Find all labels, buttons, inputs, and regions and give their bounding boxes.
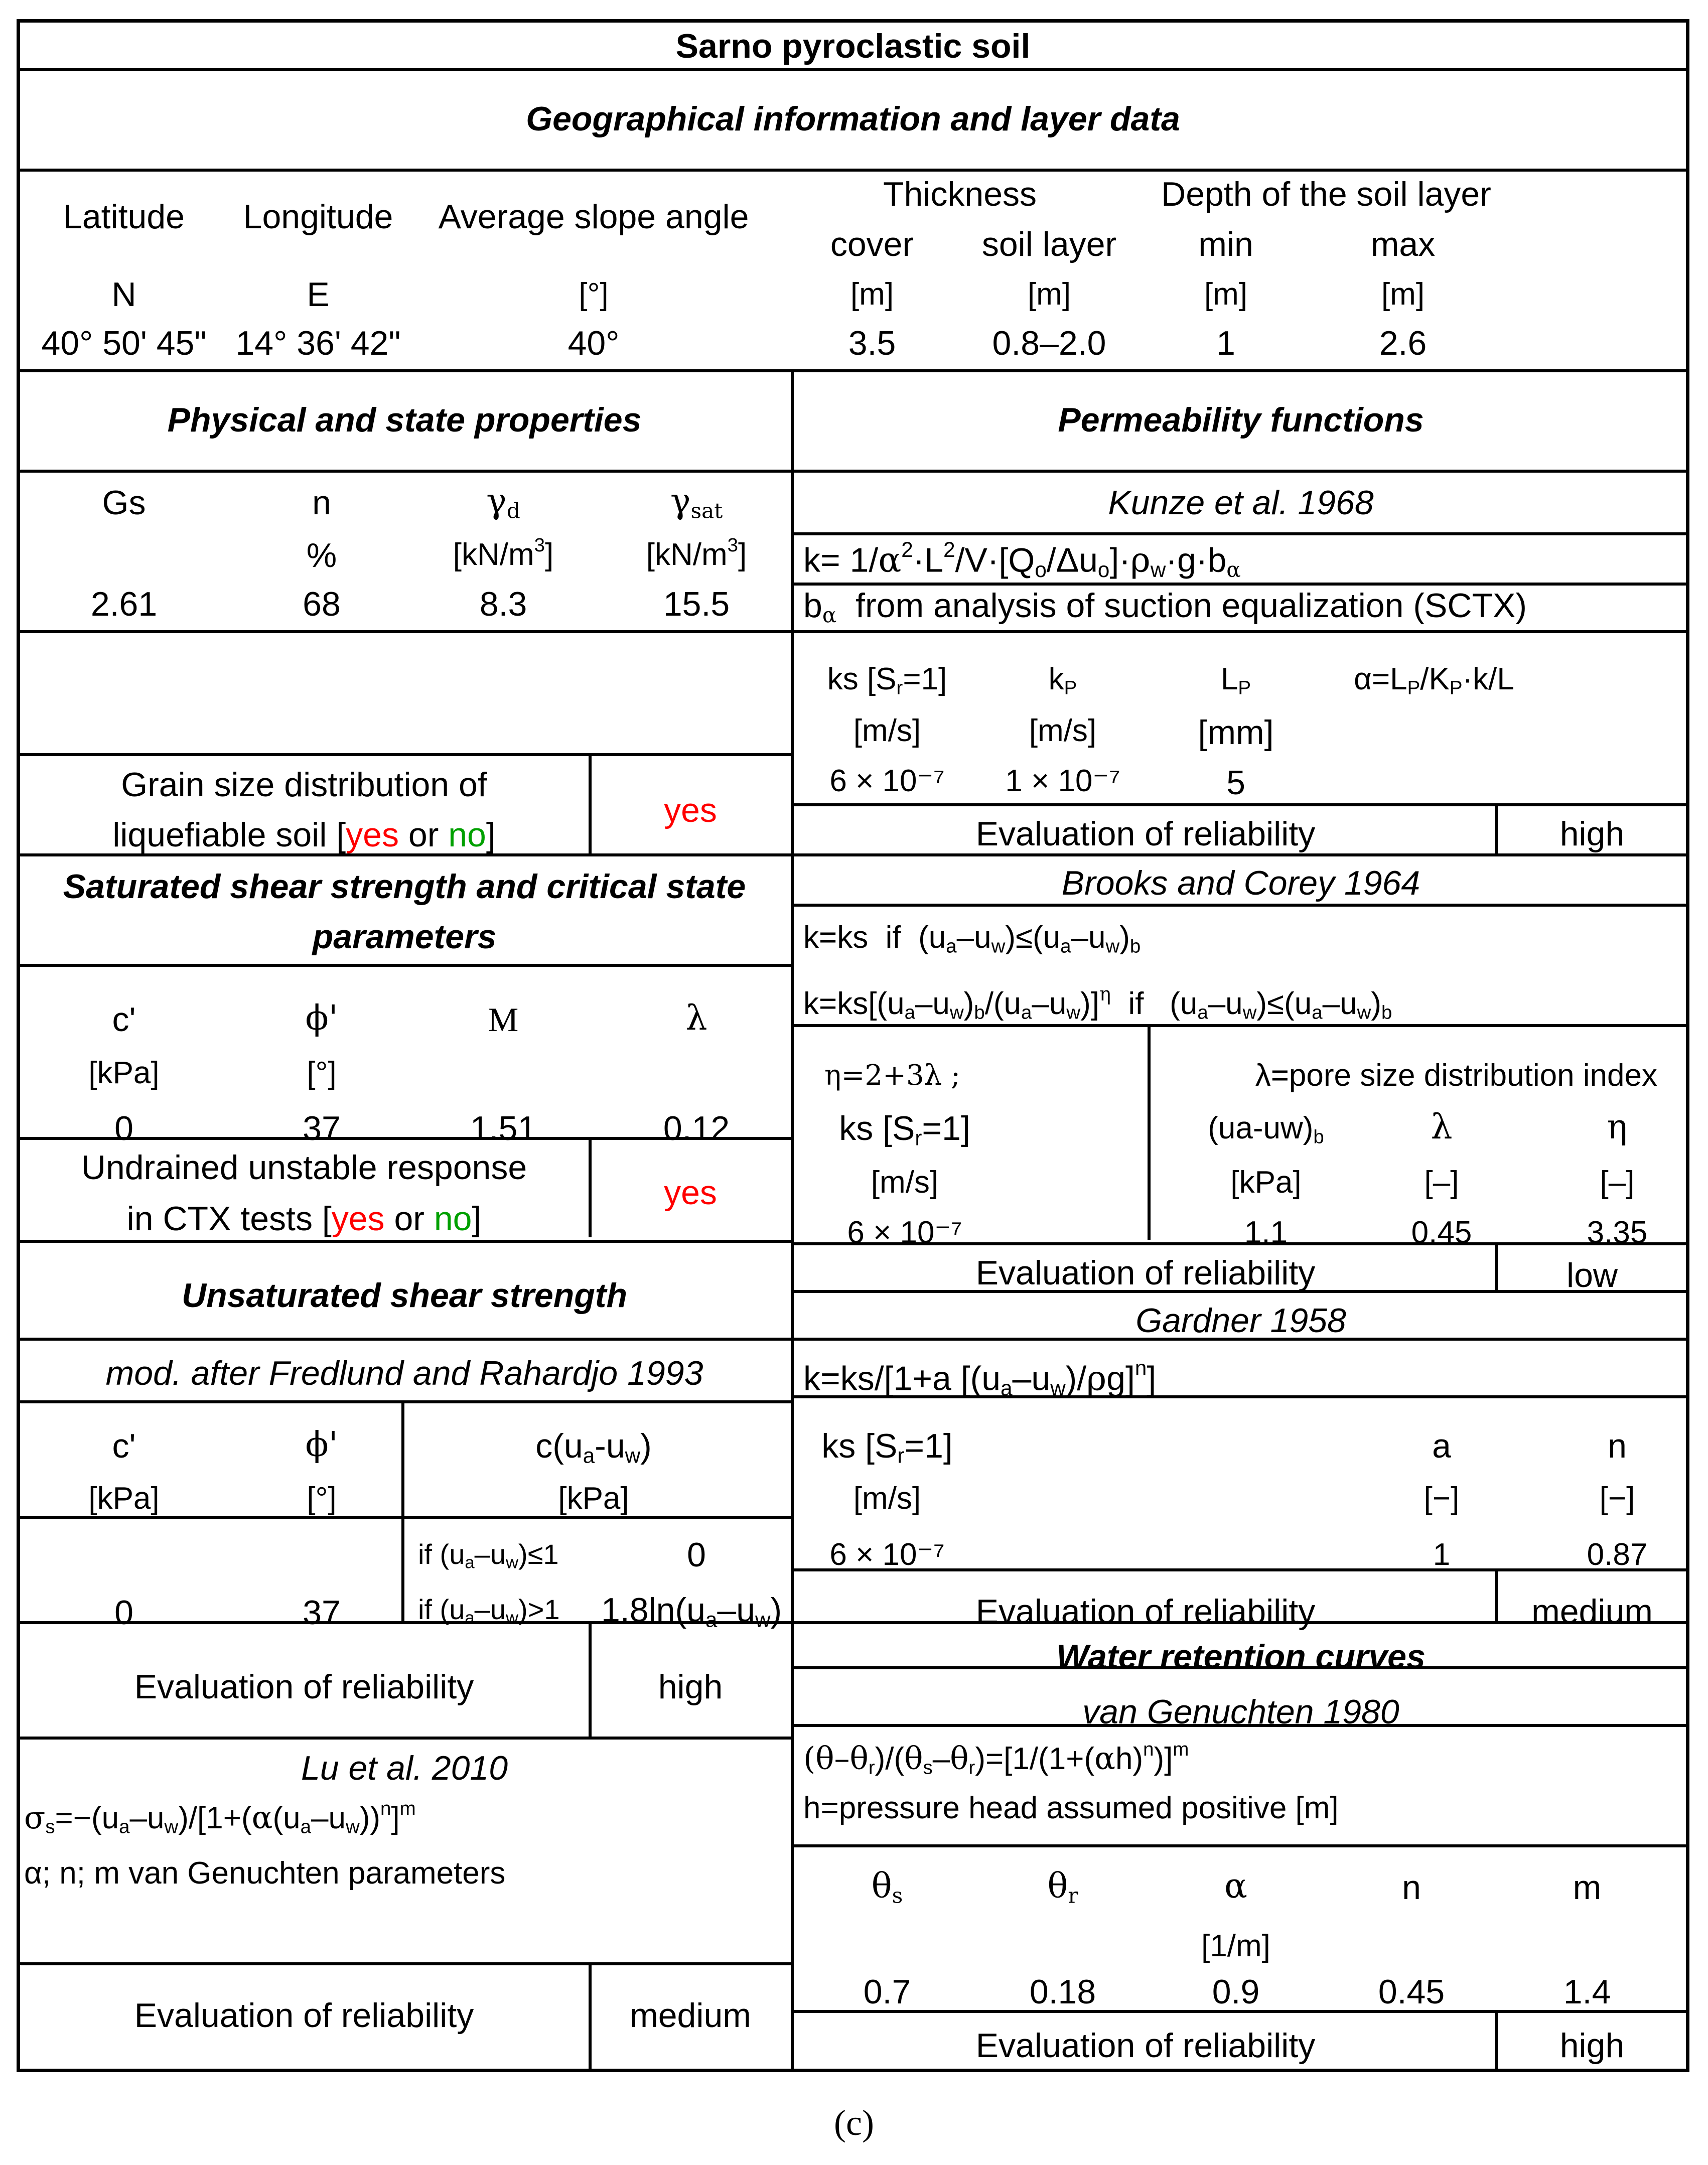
- geo-max-unit: [m]: [1381, 277, 1425, 312]
- brooks-ks-header: ks $[S_r=1]$: [839, 1109, 970, 1150]
- retention-m-header: m: [1573, 1868, 1602, 1907]
- unsaturated-phi-header: ϕ': [305, 1425, 338, 1465]
- kunze-kp-value: 1 × 10⁻⁷: [1005, 764, 1120, 798]
- rule: [792, 904, 1689, 907]
- geo-longitude-header: Longitude: [243, 198, 393, 236]
- retention-eval-value: high: [1559, 2027, 1625, 2065]
- unsaturated-heading: Unsaturated shear strength: [182, 1276, 627, 1315]
- lu-eval-label: Evaluation of reliability: [134, 1996, 474, 2035]
- retention-formula: $(\theta-\theta_r)/(\theta_s-\theta_r)=[1/(1+(\alpha h)^n)]^m$: [803, 1739, 1189, 1779]
- kunze-ks-value: 6 × 10⁻⁷: [829, 764, 945, 798]
- brooks-lambda-definition: λ=pore size distribution index: [1255, 1058, 1657, 1093]
- gardner-ks-header: ks $[S_r=1]$: [821, 1427, 953, 1468]
- saturated-phi-unit: [°]: [307, 1056, 337, 1090]
- geo-longitude-unit: E: [307, 275, 330, 314]
- kunze-ks-header: ks $[S_r=1]$: [827, 662, 947, 699]
- gardner-formula: k=ks/[1+a $[(u_a-u_w)/\rho g]^n$]: [803, 1356, 1157, 1400]
- grain-size-label-1: Grain size distribution of: [121, 766, 487, 804]
- rule: [17, 1737, 792, 1740]
- physical-gd-unit: $[kN/m^3]$: [453, 534, 554, 572]
- rule: [589, 1962, 592, 2072]
- unsaturated-condition-2-value: $1.8\ln(u_a-u_w)$: [601, 1591, 782, 1632]
- geo-soil-layer-header: soil layer: [981, 225, 1117, 263]
- permeability-heading: Permeability functions: [1058, 401, 1424, 439]
- retention-m-value: 1.4: [1563, 1973, 1611, 2011]
- physical-gd-header: $\gamma_d$: [486, 482, 520, 523]
- retention-alpha-unit: [1/m]: [1201, 1929, 1270, 1963]
- rule: [17, 630, 1689, 633]
- retention-model: van Genuchten 1980: [1082, 1693, 1399, 1731]
- geo-latitude-header: Latitude: [63, 198, 185, 236]
- retention-theta-r-header: $\theta_r$: [1047, 1866, 1078, 1908]
- brooks-eta-value: 3.35: [1587, 1215, 1648, 1250]
- geo-latitude-unit: N: [111, 275, 136, 314]
- lu-formula: $\sigma_s=-(u_a-u_w)/[1+(\alpha(u_a-u_w))^n]^m$: [24, 1798, 416, 1838]
- kunze-lp-header: $L_P$: [1220, 662, 1251, 699]
- lu-heading: Lu et al. 2010: [301, 1749, 508, 1787]
- lu-eval-value: medium: [630, 1996, 751, 2035]
- retention-alpha-header: α: [1224, 1866, 1247, 1906]
- geo-slope-value: 40°: [567, 324, 620, 362]
- brooks-ks-unit: [m/s]: [871, 1165, 939, 1200]
- unsaturated-eval-label: Evaluation of reliability: [134, 1668, 474, 1706]
- brooks-eval-label: Evaluation of reliability: [975, 1254, 1316, 1292]
- lu-params: α; n; m van Genuchten parameters: [24, 1856, 506, 1891]
- rule: [17, 964, 792, 967]
- rule: [1495, 803, 1498, 853]
- saturated-heading-1: Saturated shear strength and critical state: [63, 868, 746, 906]
- gardner-title: Gardner 1958: [1135, 1302, 1346, 1340]
- retention-heading: Water retention curves: [1056, 1638, 1426, 1676]
- gardner-ks-unit: [m/s]: [853, 1481, 921, 1516]
- kunze-title: Kunze et al. 1968: [1108, 484, 1374, 522]
- geo-min-header: min: [1198, 225, 1253, 263]
- rule: [792, 1844, 1689, 1847]
- retention-theta-r-value: 0.18: [1029, 1973, 1096, 2011]
- kunze-lp-value: 5: [1226, 764, 1245, 802]
- unsaturated-eval-value: high: [658, 1668, 723, 1706]
- physical-gs-value: 2.61: [90, 585, 158, 623]
- geo-heading: Geographical information and layer data: [526, 100, 1180, 138]
- geo-latitude-value: 40° 50' 45": [41, 324, 207, 362]
- saturated-c-header: c': [112, 1000, 136, 1039]
- geo-thickness-header: Thickness: [883, 175, 1037, 213]
- kunze-ks-unit: [m/s]: [853, 713, 921, 748]
- gardner-eval-label: Evaluation of reliability: [975, 1593, 1316, 1631]
- brooks-ks-value: 6 × 10⁻⁷: [847, 1215, 962, 1250]
- rule: [17, 68, 1689, 71]
- brooks-eta-definition: η=2+3λ ;: [824, 1059, 960, 1092]
- gardner-eval-value: medium: [1531, 1593, 1653, 1631]
- retention-n-header: n: [1402, 1868, 1421, 1907]
- retention-eval-label: Evaluation of reliability: [975, 2027, 1316, 2065]
- brooks-formula-1: k=ks if $(u_a-u_w)\le(u_a-u_w)_b$: [803, 920, 1141, 957]
- gardner-n-unit: [−]: [1599, 1481, 1635, 1516]
- rule: [17, 753, 792, 756]
- brooks-lambda-header: λ: [1431, 1107, 1453, 1147]
- retention-theta-s-header: $\theta_s$: [871, 1866, 903, 1908]
- rule: [17, 1516, 792, 1519]
- geo-min-unit: [m]: [1204, 277, 1248, 312]
- unsaturated-cua-unit: [kPa]: [558, 1481, 629, 1516]
- geo-min-value: 1: [1216, 324, 1235, 362]
- grain-size-label-2: liquefiable soil [yes or no]: [112, 816, 496, 854]
- retention-alpha-value: 0.9: [1212, 1973, 1260, 2011]
- geo-layer-value: 0.8–2.0: [992, 324, 1106, 362]
- brooks-eval-value: low: [1566, 1256, 1618, 1294]
- physical-gs-header: Gs: [102, 484, 146, 522]
- brooks-uab-header: $(ua-uw)_b$: [1208, 1111, 1324, 1148]
- saturated-c-unit: [kPa]: [88, 1056, 160, 1090]
- rule: [792, 1024, 1689, 1027]
- brooks-lambda-value: 0.45: [1411, 1215, 1472, 1250]
- rule: [1495, 1242, 1498, 1292]
- gardner-a-value: 1: [1433, 1537, 1451, 1572]
- brooks-lambda-unit: [–]: [1424, 1165, 1459, 1200]
- undrained-label-2: in CTX tests [yes or no]: [126, 1200, 482, 1238]
- unsaturated-cua-header: $c(u_a-u_w)$: [535, 1427, 652, 1468]
- kunze-kp-header: $k_P$: [1048, 662, 1077, 699]
- rule: [17, 1962, 792, 1965]
- rule: [17, 369, 1689, 372]
- unsaturated-c-value: 0: [114, 1594, 133, 1632]
- sheet-title: Sarno pyroclastic soil: [675, 27, 1031, 65]
- unsaturated-c-unit: [kPa]: [88, 1481, 160, 1516]
- rule: [17, 1240, 792, 1243]
- saturated-lambda-header: λ: [685, 998, 707, 1038]
- rule: [792, 583, 1689, 586]
- saturated-phi-value: 37: [303, 1109, 341, 1147]
- figure-caption: (c): [834, 2103, 874, 2143]
- geo-max-value: 2.6: [1379, 324, 1427, 362]
- saturated-m-value: 1.51: [470, 1109, 537, 1147]
- kunze-eval-label: Evaluation of reliability: [975, 815, 1316, 853]
- rule: [1495, 2010, 1498, 2072]
- unsaturated-phi-unit: [°]: [307, 1481, 337, 1516]
- unsaturated-model: mod. after Fredlund and Rahardjo 1993: [105, 1354, 703, 1392]
- rule: [17, 1338, 1689, 1341]
- geo-cover-unit: [m]: [850, 277, 894, 312]
- grain-size-value: yes: [664, 791, 717, 829]
- brooks-uab-value: 1.1: [1244, 1215, 1288, 1250]
- unsaturated-c-header: c': [112, 1427, 136, 1465]
- geo-cover-header: cover: [830, 225, 914, 263]
- kunze-eval-value: high: [1559, 815, 1625, 853]
- rule: [589, 1621, 592, 1739]
- undrained-value: yes: [664, 1174, 717, 1212]
- saturated-c-value: 0: [114, 1109, 133, 1147]
- physical-heading: Physical and state properties: [167, 401, 642, 439]
- rule: [589, 753, 592, 853]
- rule: [791, 369, 794, 2072]
- kunze-kp-unit: [m/s]: [1029, 713, 1097, 748]
- unsaturated-condition-2: if $(u_a-u_w)>1$: [418, 1594, 560, 1628]
- physical-gsat-header: $\gamma_{sat}$: [670, 482, 723, 523]
- gardner-a-header: a: [1432, 1427, 1451, 1465]
- geo-slope-header: Average slope angle: [438, 198, 749, 236]
- physical-gsat-value: 15.5: [663, 585, 730, 623]
- retention-h-definition: h=pressure head assumed positive [m]: [803, 1791, 1339, 1825]
- retention-theta-s-value: 0.7: [863, 1973, 911, 2011]
- soil-data-sheet: [17, 19, 1689, 2072]
- geo-max-header: max: [1370, 225, 1436, 263]
- brooks-eta-header: η: [1607, 1107, 1628, 1147]
- unsaturated-condition-1: if $(u_a-u_w)\le 1$: [418, 1538, 559, 1572]
- kunze-alpha-header: $\alpha=L_P/K_P\cdot k/L$: [1354, 662, 1514, 699]
- unsaturated-phi-value: 37: [303, 1594, 341, 1632]
- rule: [17, 1400, 792, 1403]
- gardner-n-value: 0.87: [1587, 1537, 1648, 1572]
- gardner-ks-value: 6 × 10⁻⁷: [829, 1537, 945, 1572]
- rule: [17, 1621, 1689, 1624]
- rule: [17, 169, 1689, 172]
- rule: [401, 1400, 404, 1621]
- rule: [589, 1137, 592, 1237]
- kunze-lp-unit: [mm]: [1198, 713, 1274, 752]
- geo-layer-unit: [m]: [1027, 277, 1071, 312]
- physical-n-value: 68: [303, 585, 341, 623]
- physical-n-unit: %: [306, 536, 337, 574]
- brooks-title: Brooks and Corey 1964: [1061, 864, 1420, 902]
- brooks-uab-unit: [kPa]: [1230, 1165, 1302, 1200]
- geo-cover-value: 3.5: [848, 324, 896, 362]
- rule: [792, 803, 1689, 806]
- physical-n-header: n: [312, 484, 331, 522]
- brooks-eta-unit: [–]: [1600, 1165, 1635, 1200]
- kunze-balpha: $b_\alpha$ from analysis of suction equalization (SCTX): [803, 587, 1527, 628]
- geo-longitude-value: 14° 36' 42": [235, 324, 401, 362]
- kunze-formula: $k= 1/\alpha^2\cdot L^2/V\cdot[Q_o/\Delta u_o]\cdot\rho_w\cdot g\cdot b_\alpha$: [803, 538, 1241, 583]
- retention-n-value: 0.45: [1378, 1973, 1445, 2011]
- saturated-heading-2: parameters: [312, 918, 497, 956]
- geo-depth-header: Depth of the soil layer: [1161, 175, 1491, 213]
- saturated-phi-header: ϕ': [305, 998, 338, 1038]
- physical-gd-value: 8.3: [479, 585, 527, 623]
- saturated-lambda-value: 0.12: [663, 1109, 730, 1147]
- physical-gsat-unit: $[kN/m^3]$: [646, 534, 747, 572]
- gardner-n-header: n: [1608, 1427, 1627, 1465]
- undrained-label-1: Undrained unstable response: [81, 1148, 527, 1187]
- rule: [1495, 1568, 1498, 1621]
- rule: [17, 470, 1689, 473]
- saturated-m-header: M: [488, 1000, 519, 1039]
- rule: [1148, 1024, 1151, 1240]
- rule: [792, 532, 1689, 535]
- unsaturated-condition-1-value: 0: [687, 1536, 706, 1574]
- gardner-a-unit: [−]: [1424, 1481, 1460, 1516]
- geo-slope-unit: [°]: [579, 277, 609, 312]
- brooks-formula-2: $k=ks[(u_a-u_w)_b/(u_a-u_w)]^\eta$ if $(u_a-u_w)\le(u_a-u_w)_b$: [803, 983, 1392, 1024]
